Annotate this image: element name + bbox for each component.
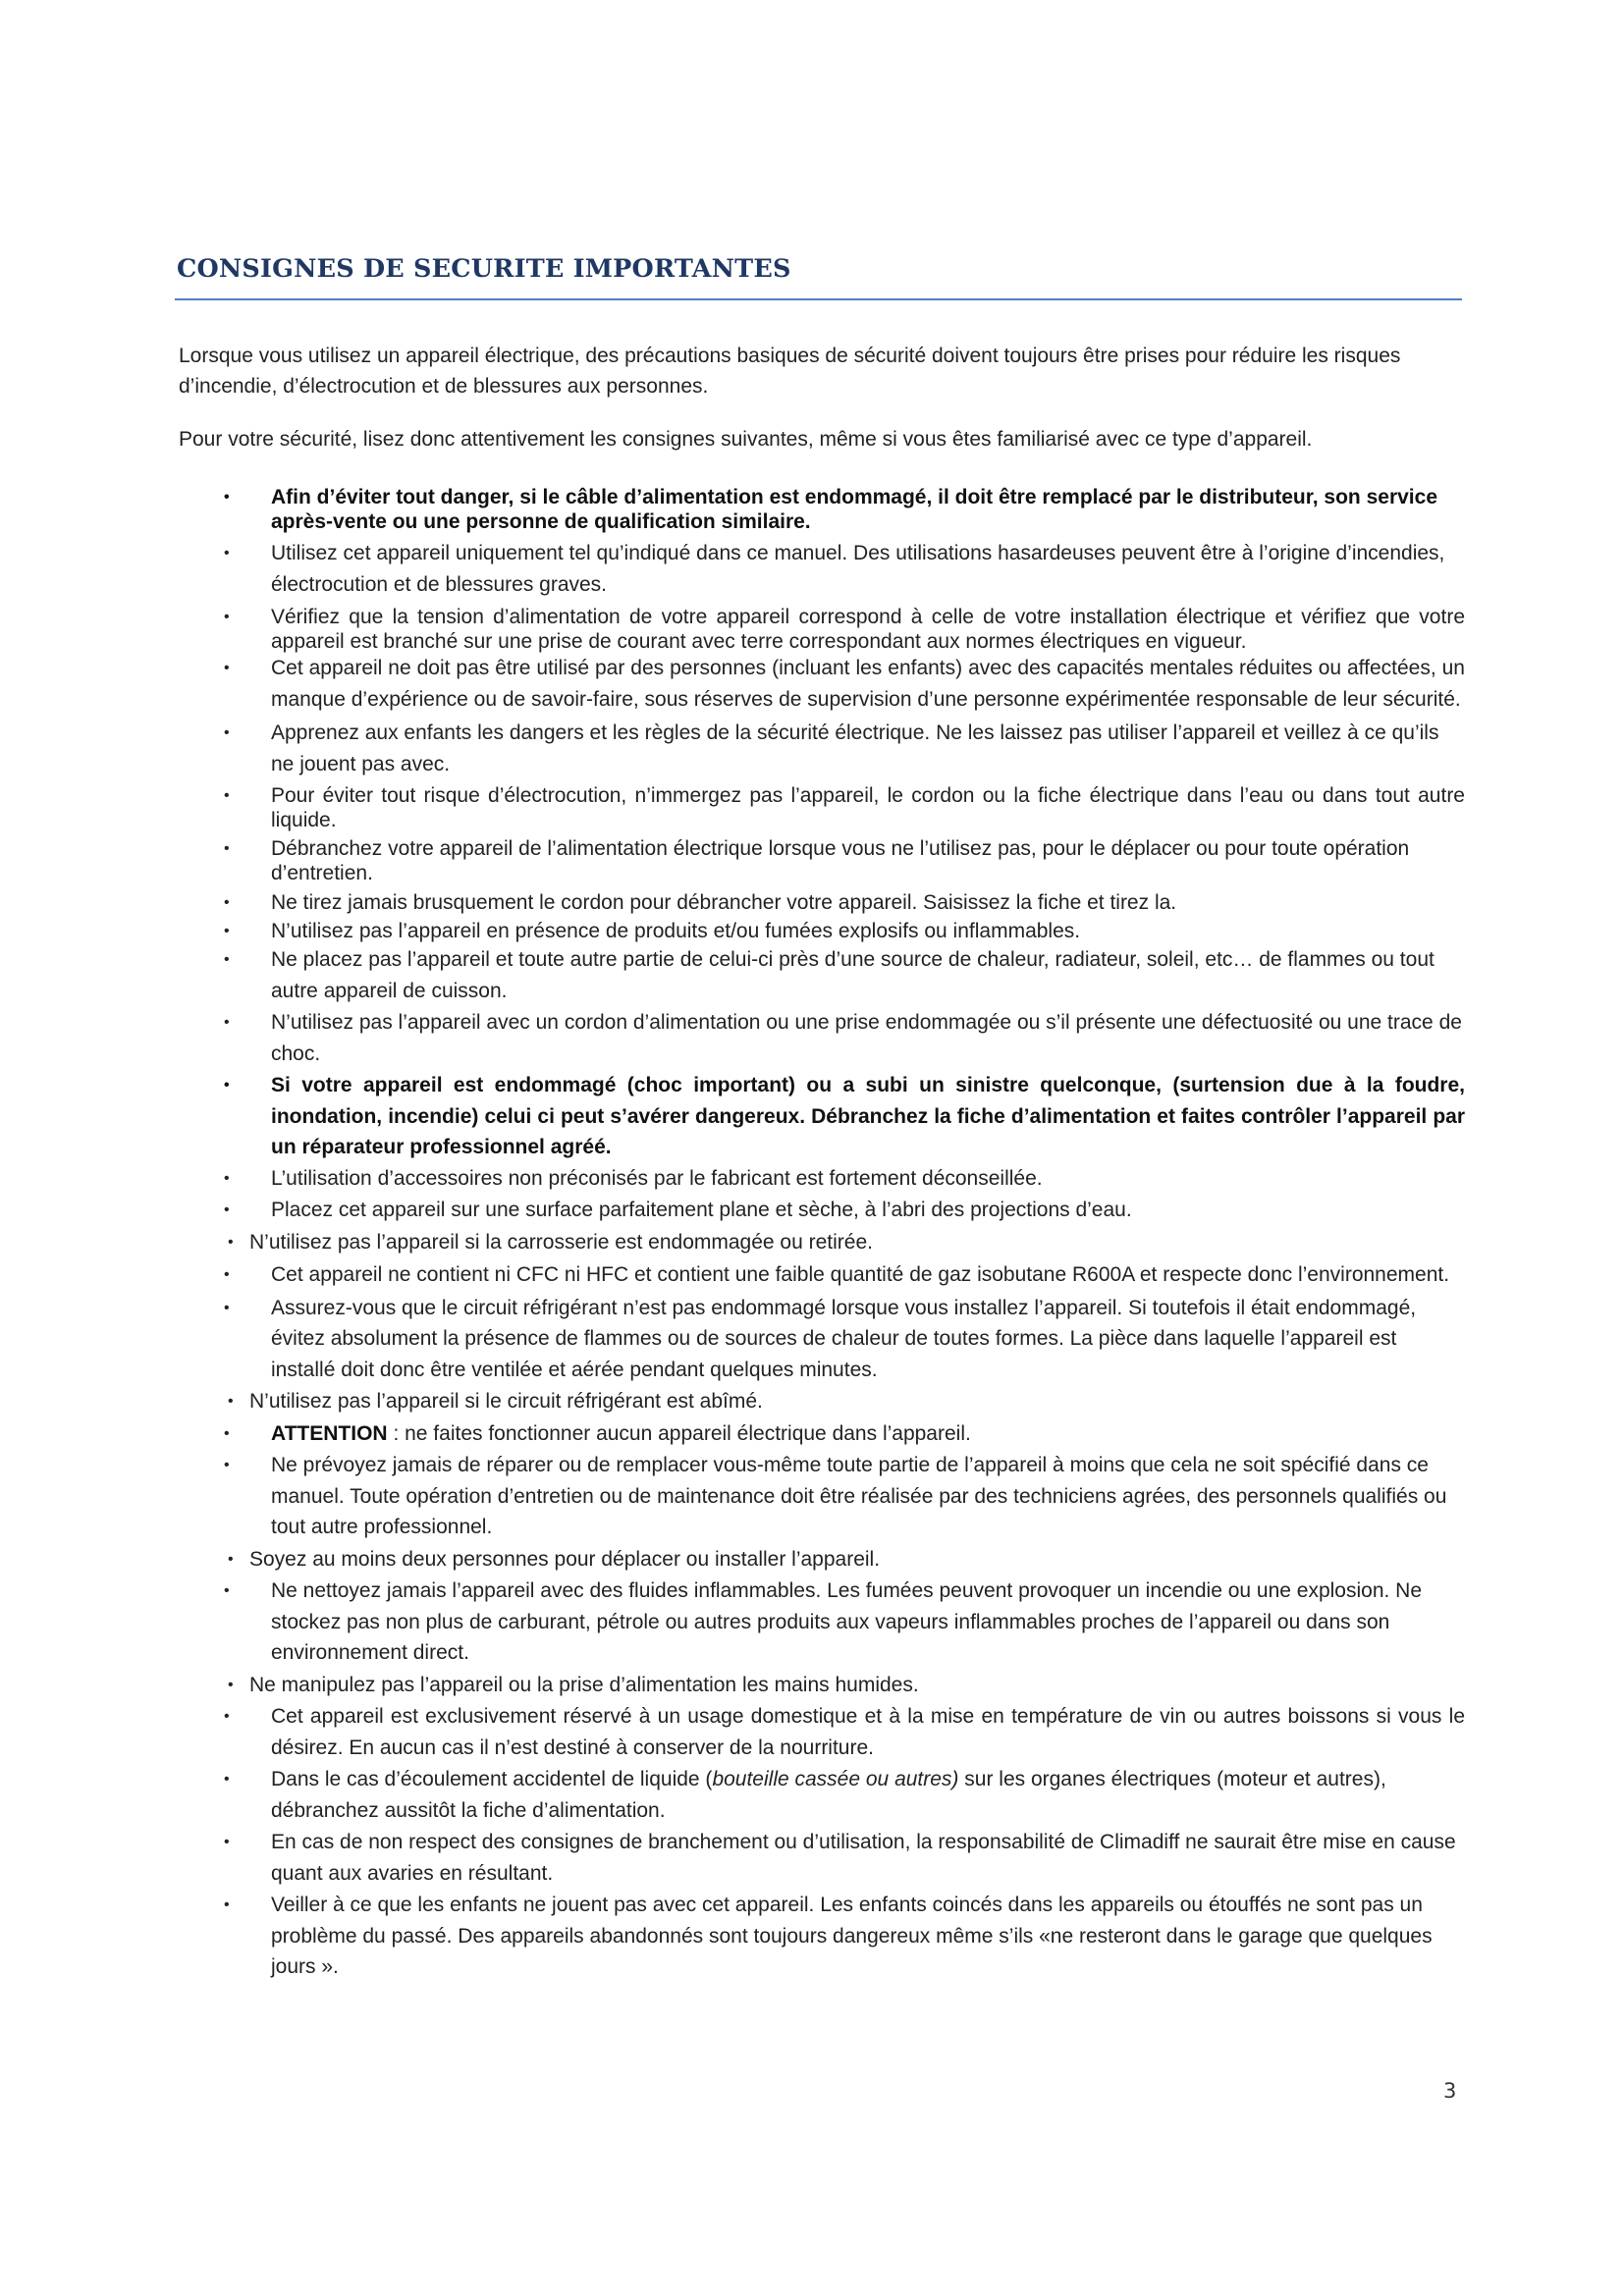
list-item-text: Si votre appareil est endommagé (choc important) ou a subi un sinistre quelconque, (surtension due à la foudre, inondation, incendie) celui ci peut s’avérer dangereux. Débranchez la fiche d’alimentation et faites contrôler l’appareil par un réparateur professionnel agréé.	[271, 1074, 1465, 1158]
list-item	[147, 538, 1465, 600]
list-item-text: Assurez-vous que le circuit réfrigérant n’est pas endommagé lorsque vous installez l’appareil. Si toutefois il était endommagé, évitez absolument la présence de flammes ou de sources de chaleur de toutes formes. La pièce dans laquelle l’appareil est installé doit donc être ventilée et aérée pendant quelques minutes.	[271, 1296, 1417, 1381]
bullet-icon: •	[224, 923, 230, 939]
list-item-text: Ne manipulez pas l’appareil ou la prise d’alimentation les mains humides.	[249, 1673, 919, 1696]
bullet-icon: •	[224, 1266, 230, 1283]
list-item	[147, 1701, 1465, 1763]
list-item	[147, 1544, 1465, 1575]
bullet-icon: •	[228, 1676, 234, 1693]
list-item-text: L’utilisation d’accessoires non préconisés par le fabricant est fortement déconseillée.	[271, 1166, 1043, 1190]
list-item-text: Ne placez pas l’appareil et toute autre partie de celui-ci près d’une source de chaleur, radiateur, soleil, etc… de flammes ou tout autre appareil de cuisson.	[271, 948, 1435, 1002]
intro-paragraph: Lorsque vous utilisez un appareil électrique, des précautions basiques de sécurité doivent toujours être prises pour réduire les risques d’incendie, d’électrocution et de blessures aux personnes.	[179, 345, 1401, 398]
list-item-text: Ne nettoyez jamais l’appareil avec des fluides inflammables. Les fumées peuvent provoquer un incendie ou une explosion. Ne stockez pas non plus de carburant, pétrole ou autres produits aux vapeurs inflammables proches de l’appareil ou dans son environnement direct.	[271, 1579, 1423, 1664]
list-item-text: sur les organes électriques (moteur et autres), débranchez aussitôt la fiche d’alimentation.	[271, 1768, 1386, 1822]
bullet-icon: •	[224, 1771, 230, 1788]
list-item	[147, 1450, 1465, 1543]
list-item	[147, 1575, 1465, 1669]
bullet-icon: •	[224, 1299, 230, 1316]
list-item-text: N’utilisez pas l’appareil en présence de produits et/ou fumées explosifs ou inflammables.	[271, 920, 1081, 942]
list-item	[147, 1418, 1465, 1450]
bullet-icon: •	[228, 1393, 234, 1410]
bullet-icon: •	[224, 951, 230, 968]
list-item-text: Dans le cas d’écoulement accidentel de liquide (	[271, 1768, 713, 1790]
bullet-icon: •	[224, 489, 230, 506]
list-item	[147, 1293, 1465, 1386]
list-item	[147, 1827, 1465, 1889]
bullet-icon: •	[224, 1708, 230, 1725]
list-item-text: Afin d’éviter tout danger, si le câble d’alimentation est endommagé, il doit être remplacé par le distributeur, son service après-vente ou une personne de qualification similaire.	[271, 486, 1437, 533]
list-item	[147, 1163, 1465, 1195]
list-item	[147, 1890, 1465, 1983]
list-item	[147, 605, 1465, 654]
bullet-icon: •	[224, 787, 230, 804]
bullet-icon: •	[224, 1457, 230, 1473]
bullet-icon: •	[224, 1582, 230, 1599]
bullet-icon: •	[224, 1014, 230, 1031]
page-title: CONSIGNES DE SECURITE IMPORTANTES	[177, 254, 791, 284]
list-item-text: Utilisez cet appareil uniquement tel qu’indiqué dans ce manuel. Des utilisations hasardeuses peuvent être à l’origine d’incendies, électrocution et de blessures graves.	[271, 542, 1445, 596]
list-item-text: Pour éviter tout risque d’électrocution, n’immergez pas l’appareil, le cordon ou la fiche électrique dans l’eau ou dans tout autre liquide.	[271, 784, 1465, 831]
title-rule	[175, 298, 1462, 300]
list-item-text: Soyez au moins deux personnes pour déplacer ou installer l’appareil.	[249, 1547, 881, 1571]
safety-instructions-list	[147, 481, 1465, 1983]
page-number: 3	[1443, 2079, 1457, 2103]
bullet-icon: •	[224, 724, 230, 741]
list-item	[147, 783, 1465, 832]
list-item	[147, 653, 1465, 715]
list-item	[147, 944, 1465, 1006]
list-item	[147, 485, 1465, 534]
list-item-text: N’utilisez pas l’appareil si la carrosserie est endommagée ou retirée.	[249, 1230, 873, 1254]
bullet-icon: •	[224, 660, 230, 676]
list-item-text: Débranchez votre appareil de l’alimentation électrique lorsque vous ne l’utilisez pas, pour le déplacer ou pour toute opération d’entretien.	[271, 837, 1410, 884]
bullet-icon: •	[224, 1834, 230, 1850]
list-item-text: N’utilisez pas l’appareil si le circuit réfrigérant est abîmé.	[249, 1390, 763, 1413]
list-item-text: Cet appareil ne contient ni CFC ni HFC et contient une faible quantité de gaz isobutane R600A et respecte donc l’environnement.	[271, 1263, 1450, 1286]
attention-label: ATTENTION	[271, 1421, 388, 1445]
bullet-icon: •	[224, 1169, 230, 1187]
bullet-icon: •	[228, 1550, 234, 1568]
list-item	[147, 1259, 1465, 1291]
bullet-icon: •	[224, 609, 230, 625]
bullet-icon: •	[224, 1424, 230, 1442]
list-item	[147, 919, 1465, 943]
list-item	[147, 1070, 1465, 1163]
list-item-text: Ne tirez jamais brusquement le cordon pour débrancher votre appareil. Saisissez la fiche et tirez la.	[271, 891, 1177, 914]
list-item-text: Ne prévoyez jamais de réparer ou de remplacer vous-même toute partie de l’appareil à moins que cela ne soit spécifié dans ce manuel. Toute opération d’entretien ou de maintenance doit être réalisée par des techniciens agrées, des personnels qualifiés ou tout autre professionnel.	[271, 1454, 1447, 1538]
list-item	[147, 1227, 1465, 1258]
bullet-icon: •	[224, 840, 230, 857]
list-item	[147, 1195, 1465, 1226]
list-item-emphasis: bouteille cassée ou autres)	[712, 1768, 959, 1790]
list-item	[147, 1670, 1465, 1701]
bullet-icon: •	[224, 1896, 230, 1913]
list-item-text: Placez cet appareil sur une surface parfaitement plane et sèche, à l’abri des projections d’eau.	[271, 1199, 1132, 1221]
list-item	[147, 836, 1465, 885]
list-item-text: Cet appareil ne doit pas être utilisé par des personnes (incluant les enfants) avec des capacités mentales réduites ou affectées, un manque d’expérience ou de savoir-faire, sous réserves de supervision d’une personne expérimentée responsable de leur sécurité.	[271, 657, 1465, 711]
list-item	[147, 718, 1465, 779]
list-item-text: Vérifiez que la tension d’alimentation de votre appareil correspond à celle de votre installation électrique et vérifiez que votre appareil est branché sur une prise de courant avec terre correspondant aux normes électriques en vigueur.	[271, 606, 1465, 653]
list-item	[147, 1386, 1465, 1417]
list-item-text: En cas de non respect des consignes de branchement ou d’utilisation, la responsabilité de Climadiff ne saurait être mise en cause quant aux avaries en résultant.	[271, 1831, 1456, 1885]
intro-paragraph: Pour votre sécurité, lisez donc attentivement les consignes suivantes, même si vous êtes familiarisé avec ce type d’appareil.	[179, 428, 1313, 451]
list-item	[147, 890, 1465, 915]
bullet-icon: •	[224, 1077, 230, 1094]
list-item-text: Cet appareil est exclusivement réservé à un usage domestique et à la mise en température de vin ou autres boissons si vous le désirez. En aucun cas il n’est destiné à conserver de la nourriture.	[271, 1705, 1465, 1759]
list-item	[147, 1764, 1465, 1826]
list-item-text: N’utilisez pas l’appareil avec un cordon d’alimentation ou une prise endommagée ou s’il présente une défectuosité ou une trace de choc.	[271, 1011, 1462, 1065]
list-item	[147, 1007, 1465, 1069]
list-item-text: Apprenez aux enfants les dangers et les règles de la sécurité électrique. Ne les laissez pas utiliser l’appareil et veillez à ce qu’ils ne jouent pas avec.	[271, 721, 1439, 775]
bullet-icon: •	[224, 894, 230, 911]
bullet-icon: •	[228, 1233, 234, 1251]
list-item-text: Veiller à ce que les enfants ne jouent pas avec cet appareil. Les enfants coincés dans les appareils ou étouffés ne sont pas un problème du passé. Des appareils abandonnés sont toujours dangereux même s’ils «ne resteront dans le garage que quelques jours ».	[271, 1894, 1433, 1978]
bullet-icon: •	[224, 1201, 230, 1218]
list-item-text: : ne faites fonctionner aucun appareil électrique dans l’appareil.	[387, 1421, 971, 1445]
bullet-icon: •	[224, 545, 230, 561]
